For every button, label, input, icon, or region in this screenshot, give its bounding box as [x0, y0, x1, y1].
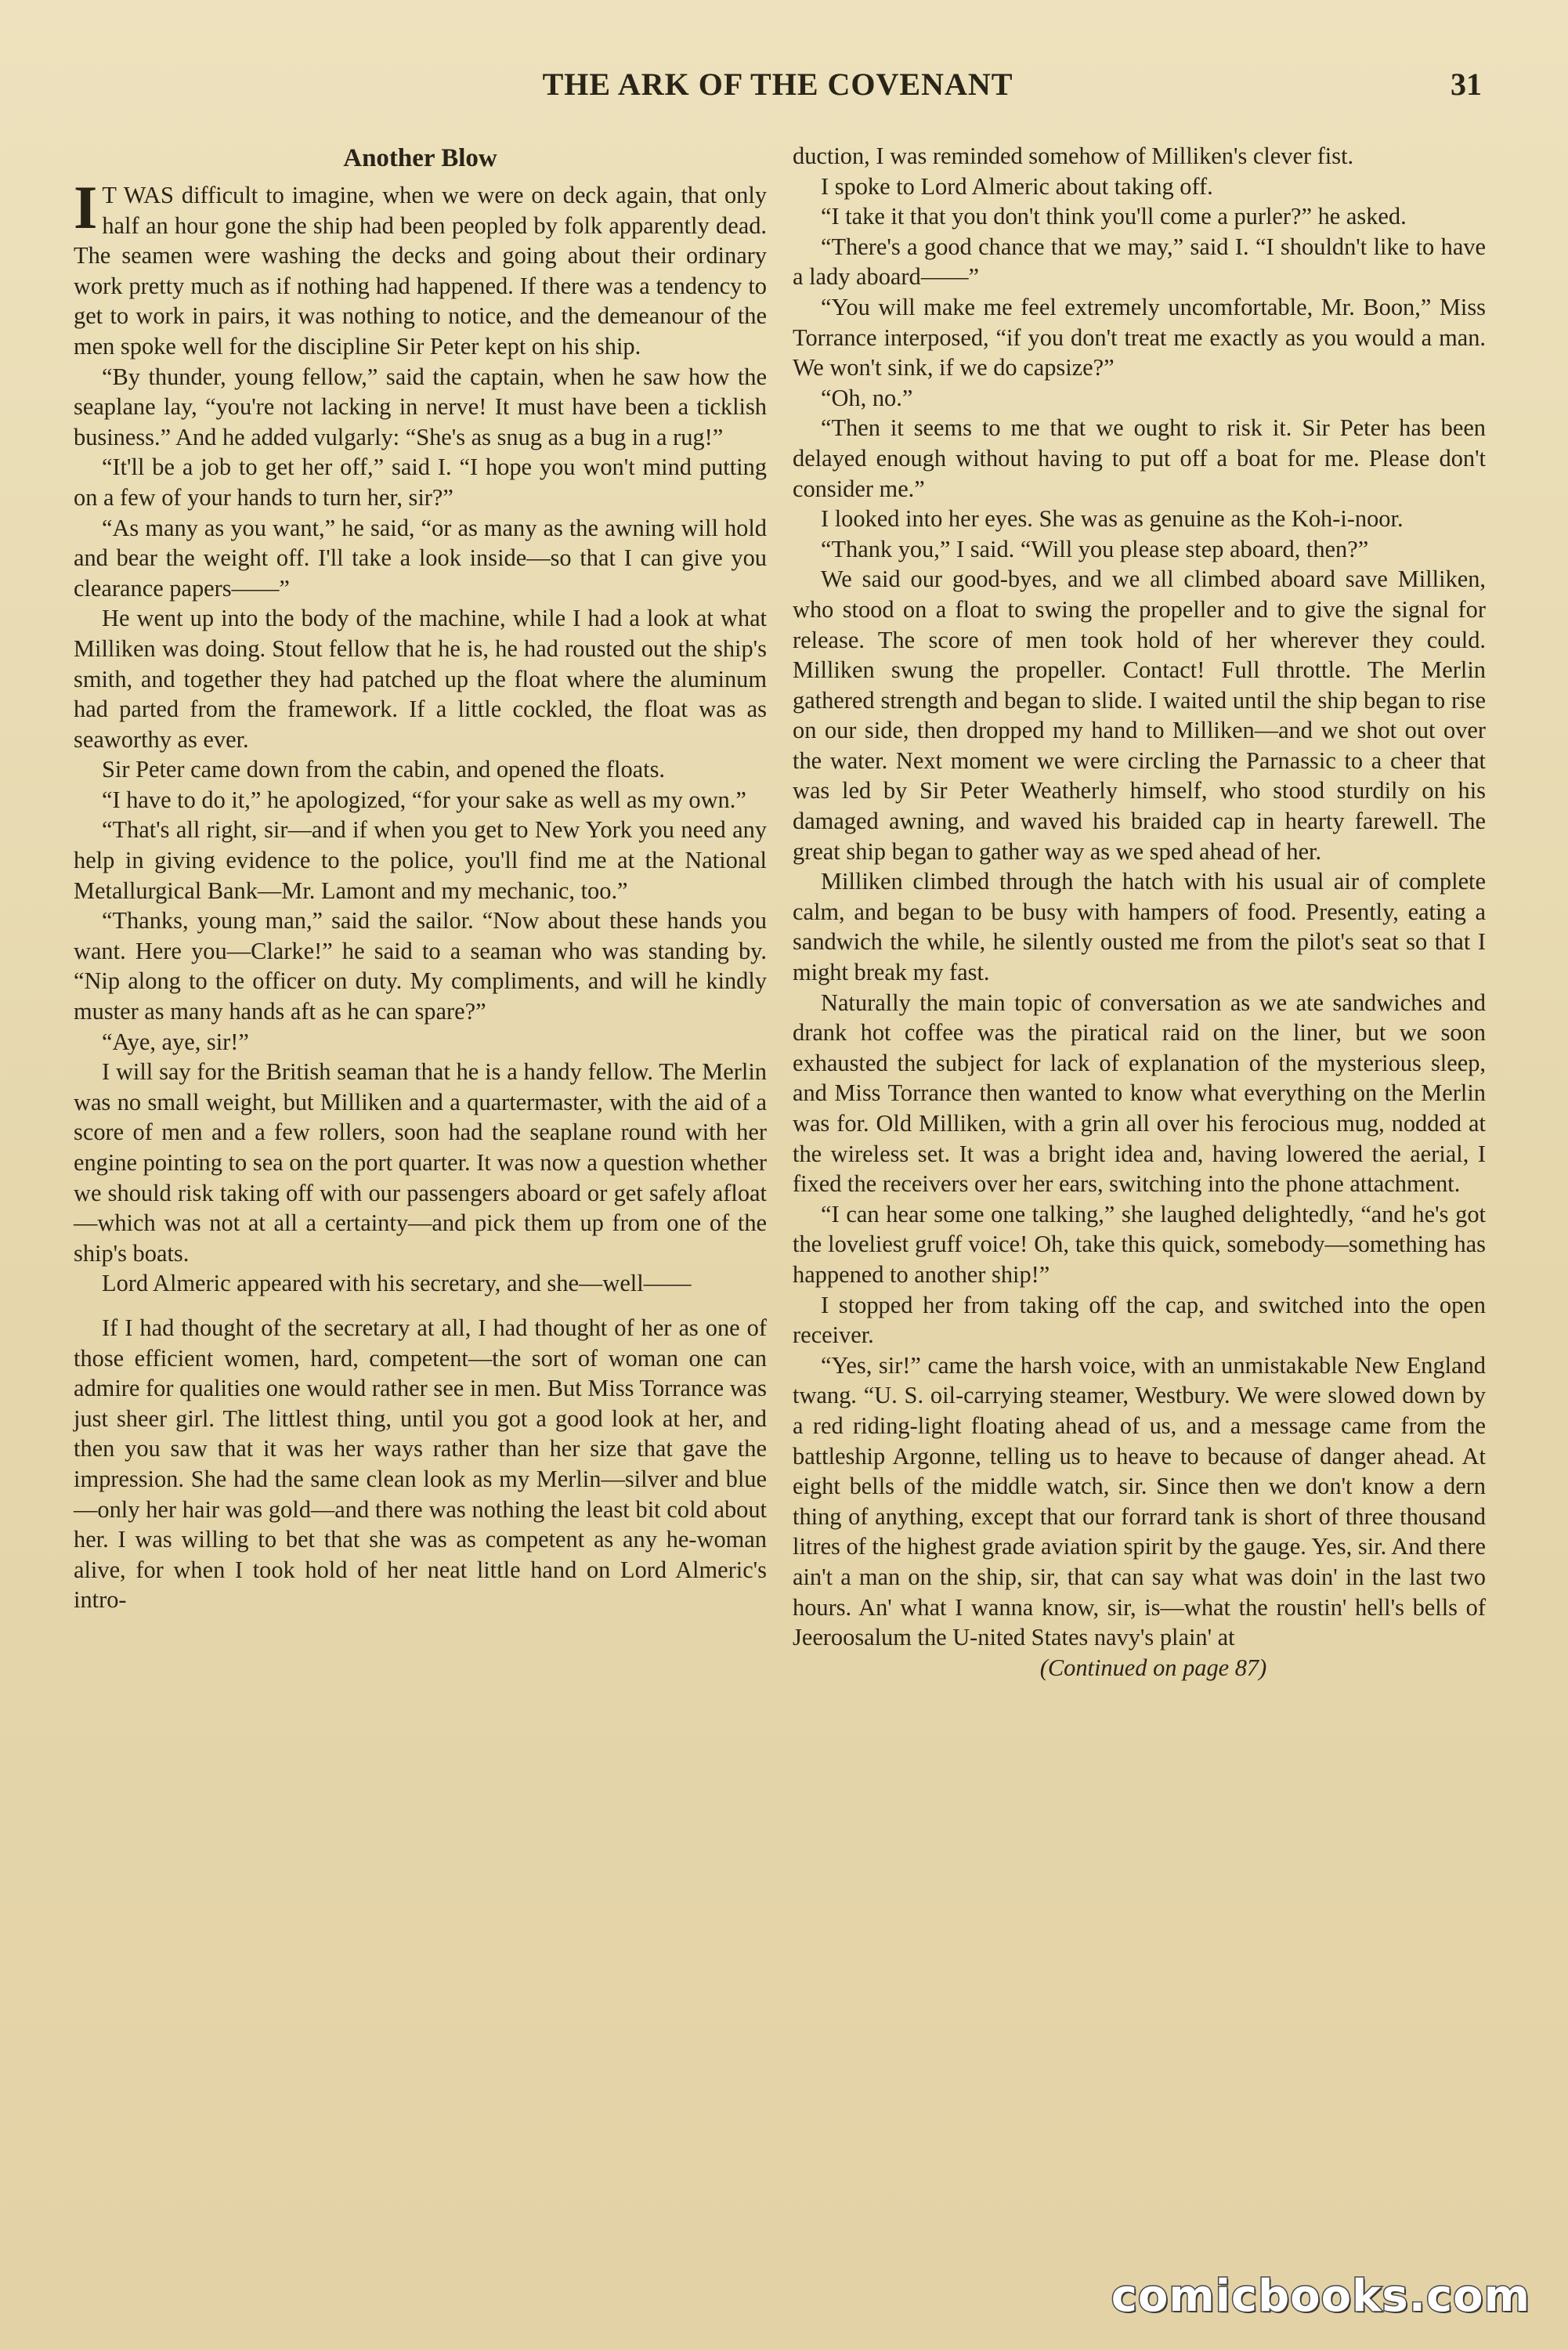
paragraph: “Thanks, young man,” said the sailor. “Now about these hands you want. Here you—Clarke!” he said to a seaman who was standing by. “Nip along to the officer on duty. My compliments, and will he kindly muster as many hands aft as he can spare?”: [74, 907, 767, 1025]
paragraph: Sir Peter came down from the cabin, and opened the floats.: [102, 756, 666, 783]
paragraph: “Then it seems to me that we ought to risk it. Sir Peter has been delayed enough without having to put off a boat for me. Please don't consider me.”: [793, 414, 1486, 502]
paragraph: Naturally the main topic of conversation as we ate sandwiches and drank hot coffee was the piratical raid on the liner, but we soon exhausted the subject for lack of explanation of the mysterious sleep, and Miss Torrance then wanted to know what everything on the Merlin was for. Old Milliken, with a grin all over his ferocious mug, nodded at the wireless set. It was a bright idea and, having lowered the aerial, I fixed the receivers over her ears, switching into the phone attachment.: [793, 989, 1486, 1198]
continued-note: (Continued on page 87): [1039, 1654, 1267, 1681]
paragraph: “As many as you want,” he said, “or as many as the awning will hold and bear the weight off. I'll take a look inside—so that I can give you clearance papers——”: [74, 514, 767, 602]
watermark: comicbooks.com: [1111, 2271, 1530, 2322]
paragraph: We said our good-byes, and we all climbed aboard save Milliken, who stood on a float to swing the propeller and to give the signal for release. The score of men took hold of her wherever they could. Milliken swung the propeller. Contact! Full throttle. The Merlin gathered strength and began to slide. I waited until the ship began to rise on our side, then dropped my hand to Milliken—and we shot out over the water. Next moment we were circling the Parnassic to a cheer that was led by Sir Peter Weatherly himself, who stood sturdily on his damaged awning, and waved his braided cap in hearty farewell. The great ship began to gather way as we sped ahead of her.: [793, 566, 1486, 865]
right-column: [793, 141, 1486, 2248]
paragraph: duction, I was reminded somehow of Milliken's clever fist.: [793, 143, 1354, 169]
paragraph: I will say for the British seaman that he is a handy fellow. The Merlin was no small weight, but Milliken and a quartermaster, with the aid of a score of men and a few rollers, soon had the seaplane round with her engine pointing to sea on the port quarter. It was now a question whether we should risk taking off with our passengers aboard or get safely afloat—which was not at all a certainty—and pick them up from one of the ship's boats.: [74, 1058, 767, 1267]
paragraph: “Aye, aye, sir!”: [102, 1028, 249, 1055]
paragraph: “That's all right, sir—and if when you get to New York you need any help in giving evidence to the police, you'll find me at the National Metallurgical Bank—Mr. Lamont and my mechanic, too.”: [74, 816, 767, 904]
section-title: Another Blow: [343, 144, 497, 172]
paragraph: “I have to do it,” he apologized, “for your sake as well as my own.”: [102, 786, 746, 813]
paragraph: “Yes, sir!” came the harsh voice, with an unmistakable New England twang. “U. S. oil-carrying steamer, Westbury. We were slowed down by a red riding-light floating ahead of us, and a message came from the battleship Argonne, telling us to heave to because of danger ahead. At eight bells of the middle watch, sir. Since then we don't know a dern thing of anything, except that our forrard tank is short of three thousand litres of the highest grade aviation spirit by the gauge. Yes, sir. And there ain't a man on the ship, sir, that can say what was doin' in the last two hours. An' what I wanna know, sir, is—what the roustin' hell's bells of Jeeroosalum the U-nited States navy's plain' at: [793, 1351, 1486, 1651]
page-header: [74, 66, 1482, 113]
paragraph: I spoke to Lord Almeric about taking off.: [821, 172, 1213, 200]
paragraph: “You will make me feel extremely uncomfortable, Mr. Boon,” Miss Torrance interposed, “if you don't treat me exactly as you would a man. We won't sink, if we do capsize?”: [793, 293, 1486, 381]
running-title: THE ARK OF THE COVENANT: [542, 67, 1013, 102]
page-number: 31: [1451, 67, 1482, 102]
paragraph: If I had thought of the secretary at all, I had thought of her as one of those efficient women, hard, competent—the sort of woman one can admire for qualities one would rather see in men. But Miss Torrance was just sheer girl. The littlest thing, until you got a good look at her, and then you saw that it was her ways rather than her size that gave the impression. She had the same clean look as my Merlin—silver and blue—only her hair was gold—and there was nothing the least bit cold about her. I was willing to bet that she was as competent as any he-woman alive, for when I took hold of her neat little hand on Lord Almeric's intro-: [74, 1314, 767, 1614]
paragraph: “Thank you,” I said. “Will you please step aboard, then?”: [821, 535, 1369, 562]
paragraph: “I can hear some one talking,” she laughed delightedly, “and he's got the loveliest gruff voice! Oh, take this quick, somebody—something has happened to another ship!”: [793, 1200, 1486, 1288]
paragraph: I stopped her from taking off the cap, and switched into the open receiver.: [793, 1291, 1486, 1349]
paragraph: “There's a good chance that we may,” said I. “I shouldn't like to have a lady aboard——”: [793, 233, 1486, 291]
paragraph: “By thunder, young fellow,” said the captain, when he saw how the seaplane lay, “you're not lacking in nerve! It must have been a ticklish business.” And he added vulgarly: “She's as snug as a bug in a rug!”: [74, 363, 767, 450]
paragraph: Lord Almeric appeared with his secretary, and she—well——: [102, 1270, 692, 1297]
paragraph: “Oh, no.”: [821, 384, 913, 411]
paragraph: “It'll be a job to get her off,” said I. “I hope you won't mind putting on a few of your hands to turn her, sir?”: [74, 454, 767, 511]
paragraph: He went up into the body of the machine, while I had a look at what Milliken was doing. Stout fellow that he is, he had rousted out the ship's smith, and together they had patched up the float where the aluminum had parted from the framework. If a little cockled, the float was as seaworthy as ever.: [74, 605, 767, 753]
paragraph: “I take it that you don't think you'll come a purler?” he asked.: [821, 203, 1407, 230]
left-column: [74, 141, 767, 2248]
drop-cap: I: [74, 173, 98, 241]
paragraph: I T WAS difficult to imagine, when we were on deck again, that only half an hour gone the ship had been peopled by folk apparently dead. The seamen were washing the decks and going about their ordinary work pretty much as if nothing had happened. If there was a tendency to get to work in pairs, it was nothing to notice, and the demeanour of the men spoke well for the discipline Sir Peter kept on his ship.: [74, 173, 767, 360]
paragraph: I looked into her eyes. She was as genuine as the Koh-i-noor.: [821, 505, 1404, 533]
paragraph: Milliken climbed through the hatch with his usual air of complete calm, and began to be busy with hampers of food. Presently, eating a sandwich the while, he silently ousted me from the pilot's seat so that I might break my fast.: [793, 868, 1486, 986]
